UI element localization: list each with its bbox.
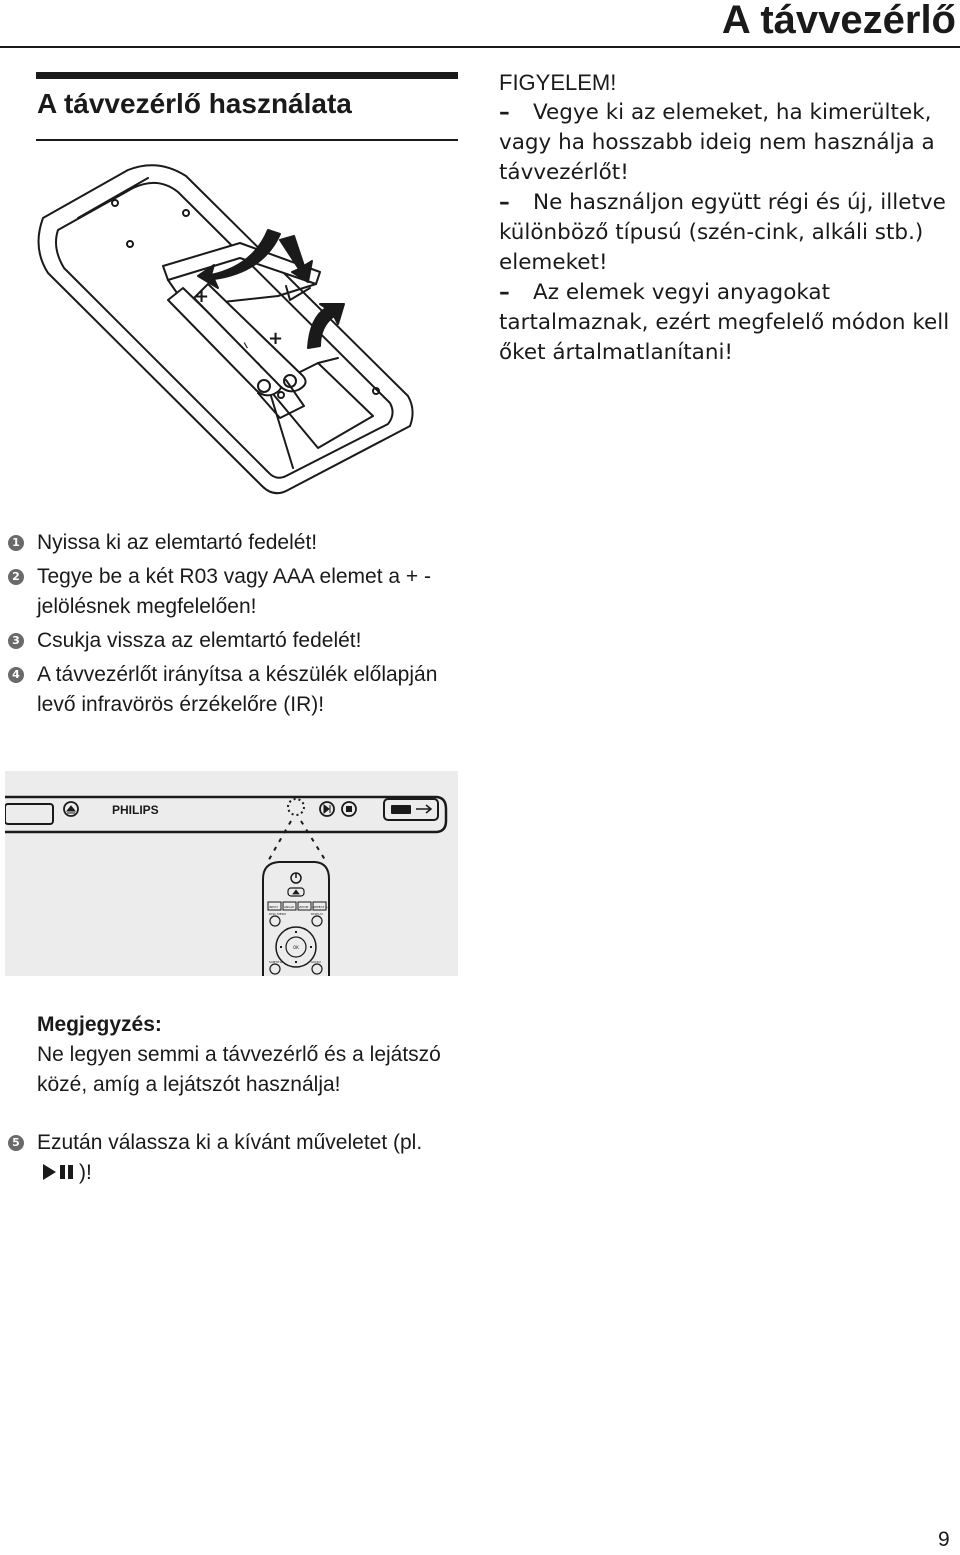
remote-button-input: INPUT <box>269 905 278 909</box>
remote-button-zoom: ZOOM <box>299 905 309 909</box>
step-item <box>8 528 458 558</box>
warning-item: – Vegye ki az elemeket, ha kimerültek, vagy ha hosszabb ideig nem használja a távvezérlőt! <box>499 100 935 185</box>
note-block <box>37 1010 457 1100</box>
battery-minus-1: – <box>236 336 257 353</box>
step-number: 5 <box>8 1135 24 1151</box>
step-text <box>37 1128 458 1188</box>
step-number: 2 <box>8 569 24 585</box>
player-remote-illustration <box>5 771 458 976</box>
remote-button-repeat: REPEAT A-B <box>313 905 331 909</box>
step-list <box>8 1128 458 1192</box>
brand-logo: PHILIPS <box>112 803 159 817</box>
warning-title: FIGYELEM! <box>499 70 617 95</box>
note-text: Ne legyen semmi a távvezérlő és a lejátszó közé, amíg a lejátszót használja! <box>37 1043 441 1096</box>
warning-item: – Ne használjon együtt régi és új, illetve különböző típusú (szén-cink, alkáli stb.) elemeket! <box>499 190 946 275</box>
remote-label-audio: AUDIO <box>311 960 321 964</box>
remote-battery-illustration <box>18 148 458 508</box>
step-text: Tegye be a két R03 vagy AAA elemet a + - jelölésnek megfelelően! <box>37 565 431 618</box>
step-text: Csukja vissza az elemtartó fedelét! <box>37 629 362 652</box>
play-pause-icon <box>39 1163 77 1181</box>
step-number: 4 <box>8 667 24 683</box>
remote-label-display: DISPLAY <box>311 912 324 916</box>
battery-plus-2: + <box>268 328 284 349</box>
battery-minus-2: – <box>250 356 271 373</box>
step-text-before: Ezután válassza ki a kívánt műveletet (pl. <box>37 1131 423 1154</box>
step-number: 3 <box>8 633 24 649</box>
header-rule <box>0 46 960 48</box>
step-item <box>8 626 458 656</box>
remote-ok-label: OK <box>293 945 299 950</box>
warning-item: – Az elemek vegyi anyagokat tartalmaznak, ezért megfelelő módon kell őket ártalmatlanítani! <box>499 280 950 365</box>
page-title: A távvezérlő <box>721 0 956 42</box>
step-item <box>8 1128 458 1188</box>
step-text-after: )! <box>79 1161 92 1184</box>
battery-plus-1: + <box>194 286 210 307</box>
step-text: Nyissa ki az elemtartó fedelét! <box>37 531 318 554</box>
step-item <box>8 562 458 622</box>
remote-label-subtitle: SUBTITLE <box>269 960 284 964</box>
note-title: Megjegyzés: <box>37 1013 162 1036</box>
step-item <box>8 660 458 720</box>
remote-label-disc-menu: DISC MENU <box>269 912 287 916</box>
step-list <box>8 528 458 724</box>
warning-block <box>499 68 954 368</box>
section-rule-thin <box>36 139 458 141</box>
remote-button-angle: ANGLE <box>284 905 295 909</box>
step-number: 1 <box>8 535 24 551</box>
page-number: 9 <box>938 1528 950 1551</box>
section-rule-thick <box>36 72 458 79</box>
step-text: A távvezérlőt irányítsa a készülék előlapján levő infravörös érzékelőre (IR)! <box>37 663 438 716</box>
section-title: A távvezérlő használata <box>37 88 352 119</box>
